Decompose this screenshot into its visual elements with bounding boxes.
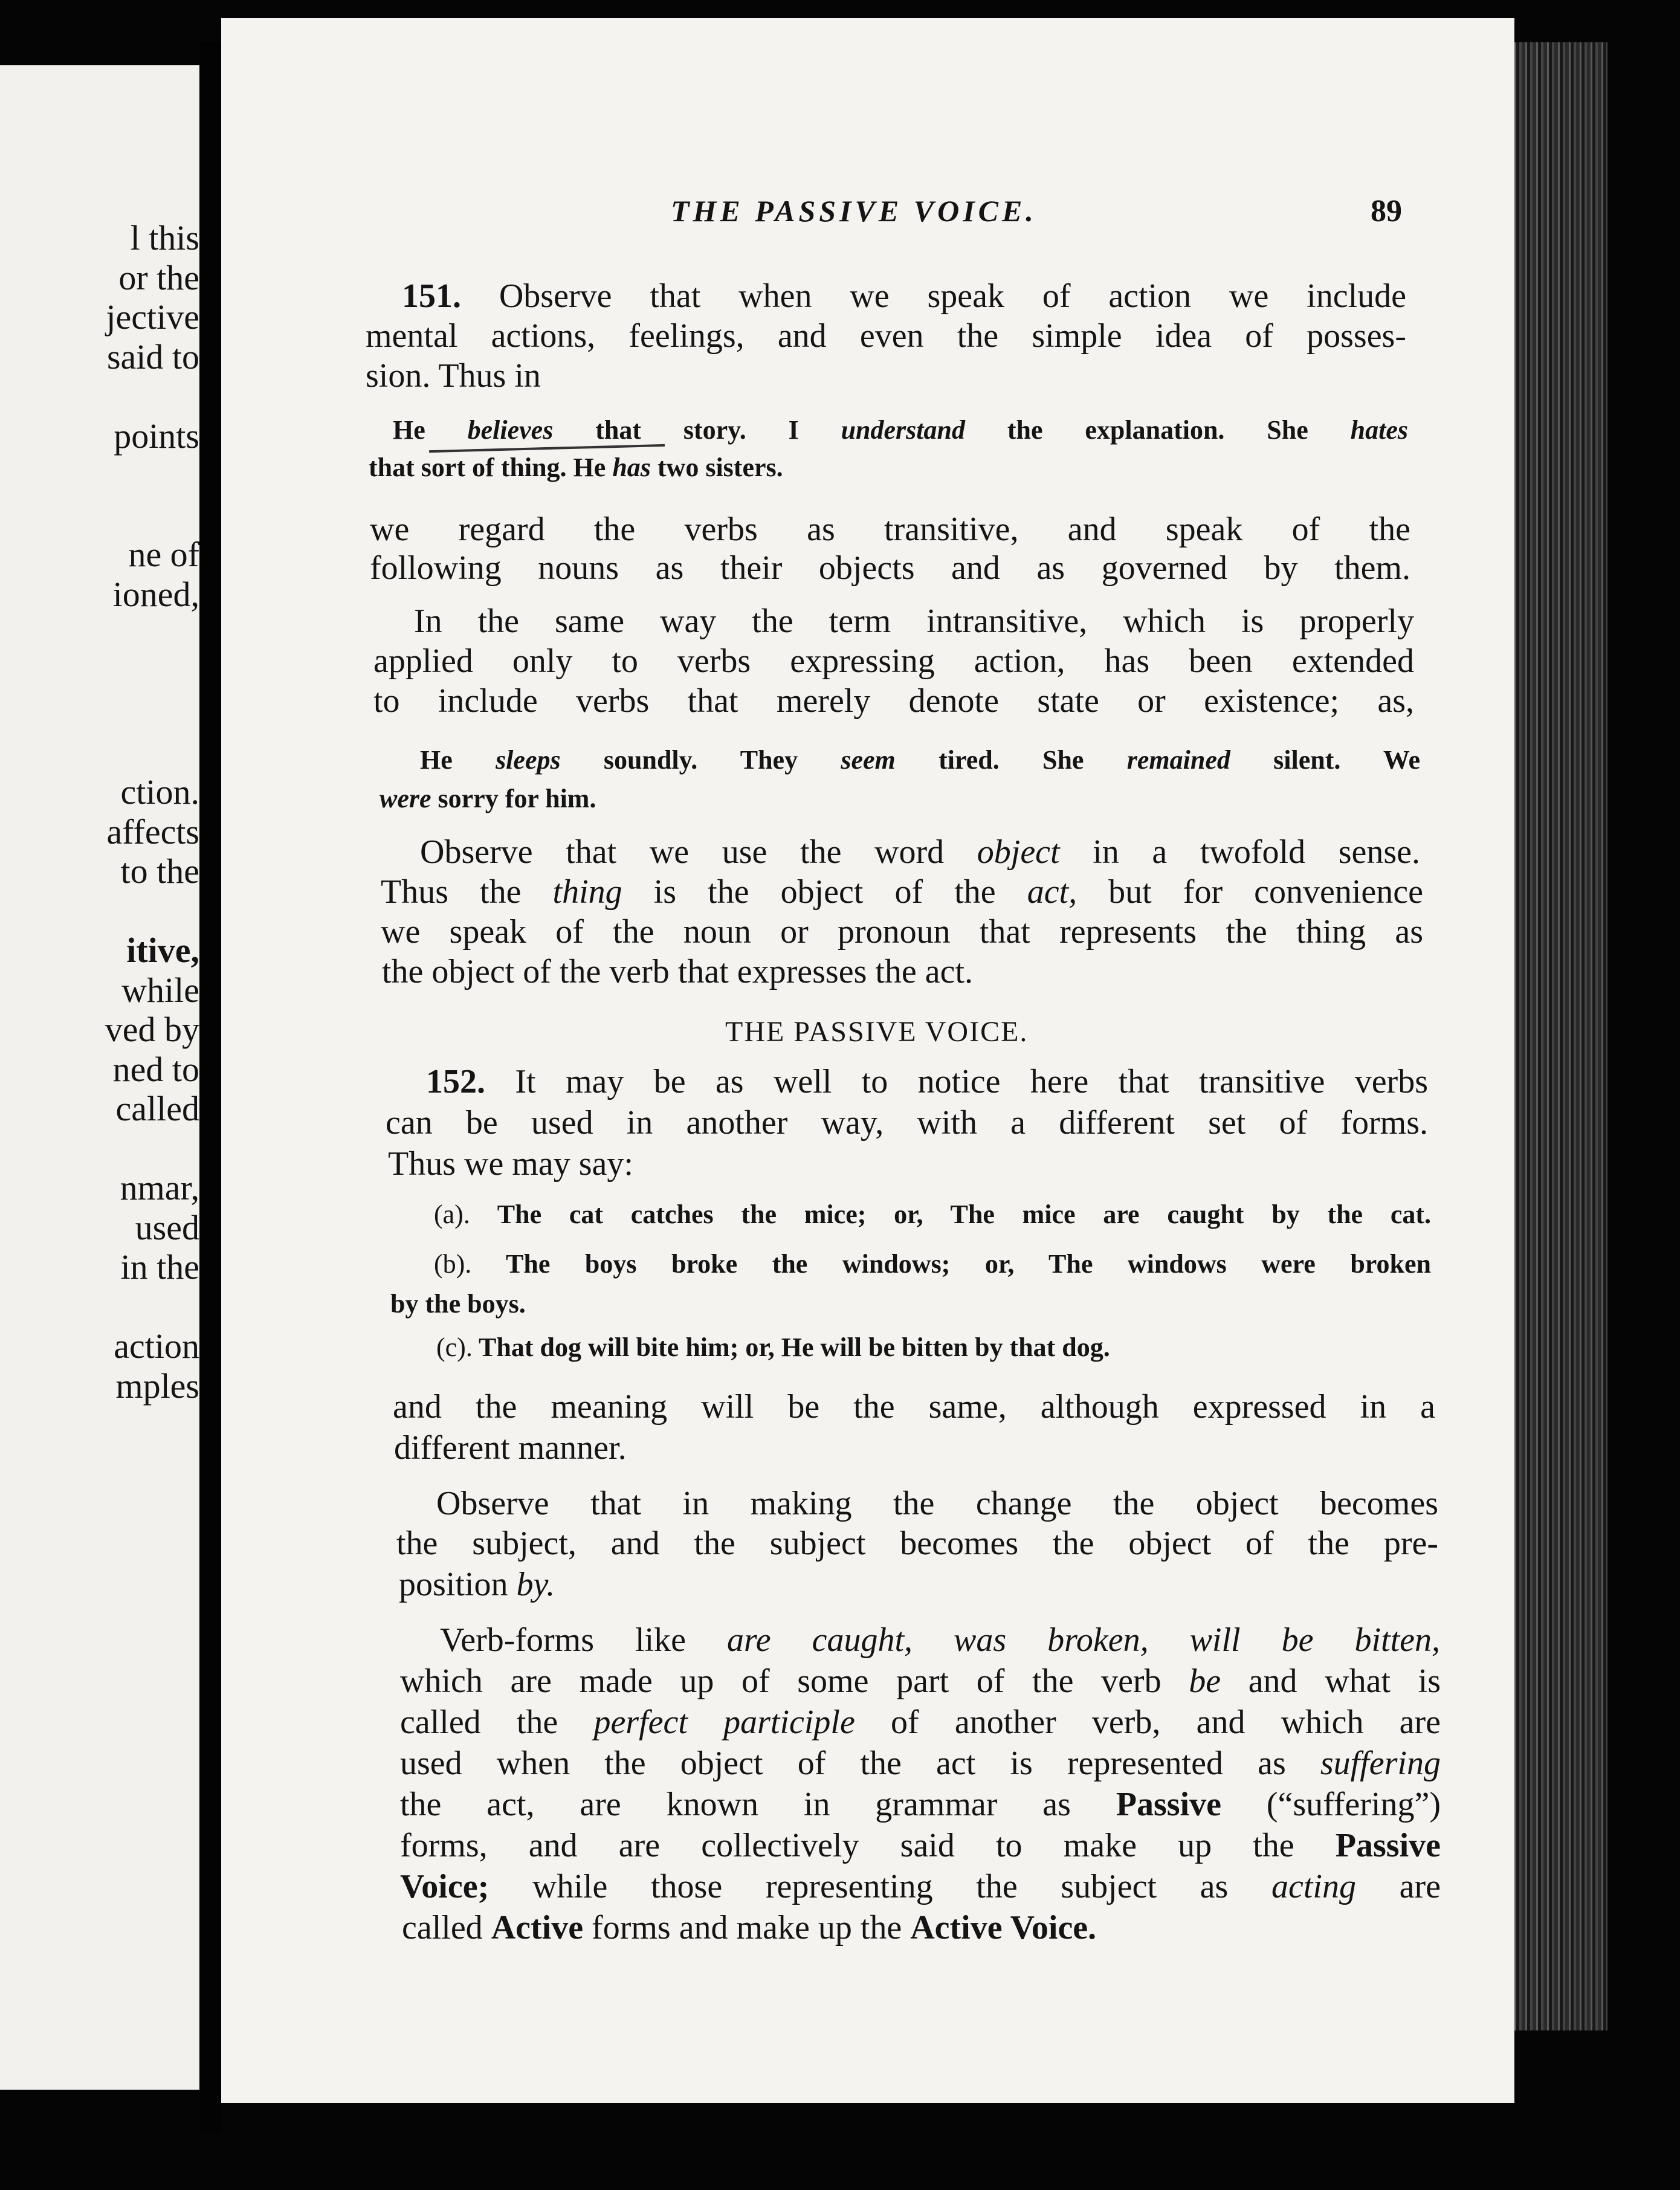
left-page-line: or the: [118, 258, 199, 297]
example-151-line-2: that sort of thing. He has two sisters.: [369, 453, 783, 482]
para-151-line-3: sion. Thus in: [366, 357, 541, 395]
left-page-line: jective: [106, 297, 199, 337]
para-152c-line-8: called Active forms and make up the Active Voice.: [402, 1909, 1097, 1946]
left-page-line: while: [121, 971, 199, 1010]
para-152c-line-4: used when the object of the act is represented as suffering: [400, 1745, 1441, 1782]
left-page-line: ioned,: [112, 575, 199, 614]
para-151b-line-2: applied only to verbs expressing action, has been extended: [373, 642, 1414, 680]
left-page-fragment: [0, 65, 199, 2090]
para-152-line-2: can be used in another way, with a different set of forms.: [386, 1104, 1428, 1142]
para-152c-line-5: the act, are known in grammar as Passive (“suffering”): [400, 1786, 1441, 1823]
section-heading: THE PASSIVE VOICE.: [725, 1016, 1029, 1048]
example-151b-line-1: He sleeps soundly. They seem tired. She remained silent. We: [420, 745, 1420, 775]
left-page-line: affects: [106, 812, 199, 851]
para-151-line-2: mental actions, feelings, and even the simple idea of posses-: [366, 317, 1406, 355]
left-page-line: used: [135, 1208, 199, 1247]
left-page-line: called: [115, 1089, 199, 1128]
left-page-line: ne of: [128, 535, 199, 574]
para-151c-line-1: Observe that we use the word object in a twofold sense.: [420, 833, 1421, 871]
para-151b-line-1: In the same way the term intransitive, which is properly: [414, 602, 1414, 640]
para-152b-line-1: Observe that in making the change the object becomes: [436, 1485, 1438, 1522]
para-152-line-1: 152. It may be as well to notice here that transitive verbs: [426, 1063, 1428, 1100]
left-page-line: action: [114, 1326, 199, 1366]
para-152-line-3: Thus we may say:: [388, 1145, 633, 1183]
left-page-line: l this: [130, 218, 199, 257]
example-152-b-line-1: (b). The boys broke the windows; or, The windows were broken: [434, 1249, 1431, 1279]
page-number: 89: [1371, 194, 1402, 228]
left-page-line: to the: [120, 851, 199, 891]
example-151b-line-2: were sorry for him.: [380, 784, 596, 813]
para-152-line-4: and the meaning will be the same, although expressed in a: [393, 1388, 1435, 1426]
left-page-line: nmar,: [120, 1168, 199, 1207]
para-152c-line-7: Voice; while those representing the subject as acting are: [400, 1868, 1441, 1905]
example-152-b-line-2: by the boys.: [390, 1289, 526, 1319]
running-header: THE PASSIVE VOICE.: [671, 194, 1037, 228]
para-151-line-5: following nouns as their objects and as governed by them.: [370, 549, 1410, 587]
left-page-line: points: [114, 416, 199, 456]
para-151b-line-3: to include verbs that merely denote state or existence; as,: [373, 682, 1414, 720]
left-page-line: itive,: [126, 931, 199, 970]
left-page-line: ned to: [112, 1050, 199, 1089]
example-152-a: (a). The cat catches the mice; or, The mice are caught by the cat.: [434, 1200, 1431, 1229]
para-151c-line-3: we speak of the noun or pronoun that represents the thing as: [381, 913, 1423, 951]
para-152c-line-2: which are made up of some part of the verb be and what is: [400, 1662, 1441, 1700]
para-151c-line-2: Thus the thing is the object of the act, but for convenience: [381, 873, 1423, 911]
para-151-line-1: 151. Observe that when we speak of action we include: [402, 277, 1406, 315]
book-gutter: [199, 42, 221, 2133]
left-page-line: mples: [115, 1366, 199, 1406]
left-page-line: said to: [106, 337, 199, 376]
para-152b-line-3: position by.: [399, 1566, 555, 1603]
para-151c-line-4: the object of the verb that expresses the act.: [382, 953, 974, 990]
page-edges: [1511, 42, 1607, 2030]
left-page-line: ction.: [120, 772, 199, 812]
left-page-line: in the: [120, 1247, 199, 1287]
left-page-line: ved by: [105, 1010, 199, 1049]
para-151-line-4: we regard the verbs as transitive, and speak of the: [370, 511, 1410, 548]
example-152-c: (c). That dog will bite him; or, He will be bitten by that dog.: [436, 1332, 1110, 1362]
para-152b-line-2: the subject, and the subject becomes the object of the pre-: [396, 1525, 1438, 1562]
para-152c-line-3: called the perfect participle of another verb, and which are: [400, 1704, 1441, 1741]
para-152-line-5: different manner.: [394, 1429, 627, 1467]
example-151-line-1: He believes that story. I understand the explanation. She hates: [393, 415, 1408, 445]
para-152c-line-6: forms, and are collectively said to make up the Passive: [400, 1827, 1441, 1864]
para-152c-line-1: Verb-forms like are caught, was broken, will be bitten,: [440, 1621, 1440, 1659]
